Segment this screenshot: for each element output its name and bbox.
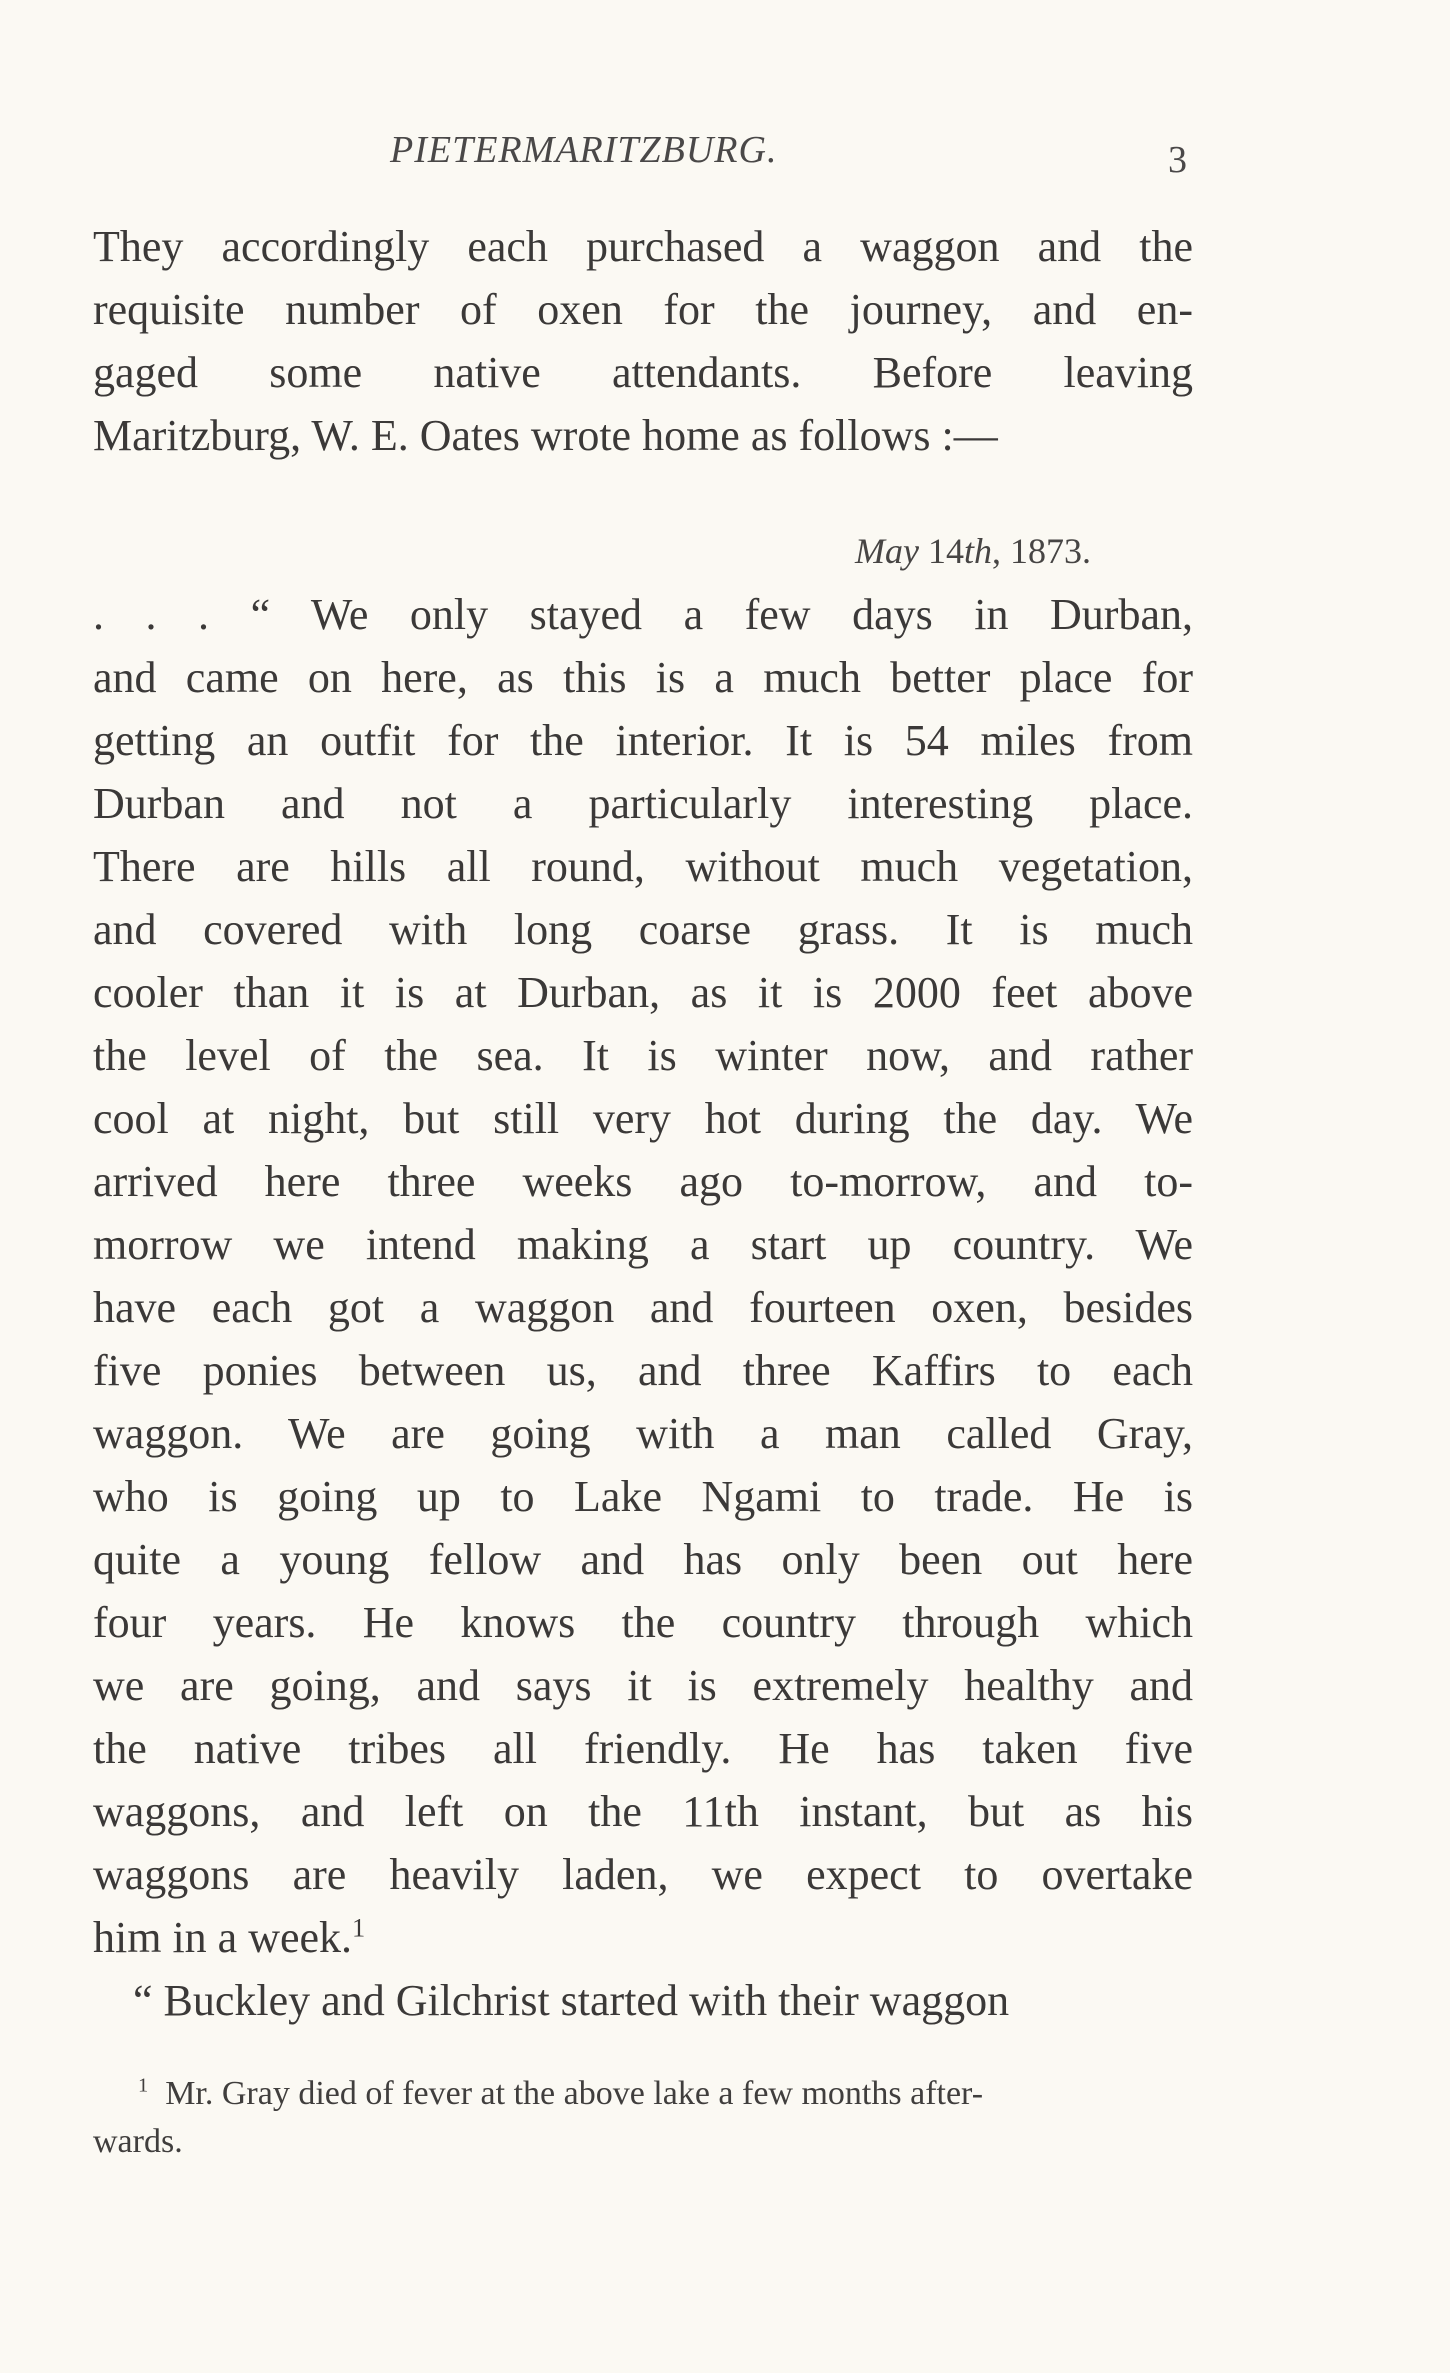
text-line: arrived here three weeks ago to-morrow, and to- [93,1157,1193,1206]
text-line: getting an outfit for the interior. It is 54 miles from [93,716,1193,765]
text-line: Maritzburg, W. E. Oates wrote home as follows :— [93,411,998,460]
page-number: 3 [1168,139,1187,181]
text-line: waggon. We are going with a man called Gray, [93,1409,1193,1458]
text-line: cooler than it is at Durban, as it is 2000 feet above [93,968,1193,1017]
text-line: and came on here, as this is a much better place for [93,653,1193,702]
dateline-day: 14th, [927,531,1001,571]
letter-text [93,583,1193,2032]
text-line: There are hills all round, without much vegetation, [93,842,1193,891]
intro-paragraph [93,215,1193,467]
text-line: who is going up to Lake Ngami to trade. He is [93,1472,1193,1521]
text-line: have each got a waggon and fourteen oxen, besides [93,1283,1193,1332]
running-head: PIETERMARITZBURG. [390,129,778,171]
text-line: gaged some native attendants. Before leaving [93,348,1193,397]
footnote [93,2070,1193,2166]
text-line-with-footnote [93,1906,1193,1969]
footnote-reference: 1 [352,1912,366,1943]
text-line: They accordingly each purchased a waggon and the [93,222,1193,271]
text-line: requisite number of oxen for the journey, and en- [93,285,1193,334]
text-line: cool at night, but still very hot during the day. We [93,1094,1193,1143]
text-line: the level of the sea. It is winter now, and rather [93,1031,1193,1080]
text-line: waggons are heavily laden, we expect to overtake [93,1850,1193,1899]
footnote-text: Mr. Gray died of fever at the above lake a few months after- [165,2075,984,2112]
text-line: we are going, and says it is extremely healthy and [93,1661,1193,1710]
text-line: quite a young fellow and has only been out here [93,1535,1193,1584]
text-line: the native tribes all friendly. He has taken five [93,1724,1193,1773]
text-line: morrow we intend making a start up country. We [93,1220,1193,1269]
text-line: him in a week. [93,1913,353,1962]
text-line: four years. He knows the country through which [93,1598,1193,1647]
text-line: and covered with long coarse grass. It is much [93,905,1193,954]
footnote-first-line [93,2070,1193,2118]
text-line: five ponies between us, and three Kaffirs to each [93,1346,1193,1395]
dateline-month: May [855,531,919,571]
text-line: “ Buckley and Gilchrist started with their waggon [133,1976,1010,2025]
text-line: Durban and not a particularly interesting place. [93,779,1193,828]
text-line: waggons, and left on the 11th instant, but as his [93,1787,1193,1836]
dateline-year: 1873. [1009,531,1091,571]
text-line: . . . “ We only stayed a few days in Durban, [93,590,1193,639]
footnote-second-line: wards. [93,2123,183,2160]
letter-dateline [855,530,1091,572]
footnote-marker: 1 [138,2074,149,2097]
